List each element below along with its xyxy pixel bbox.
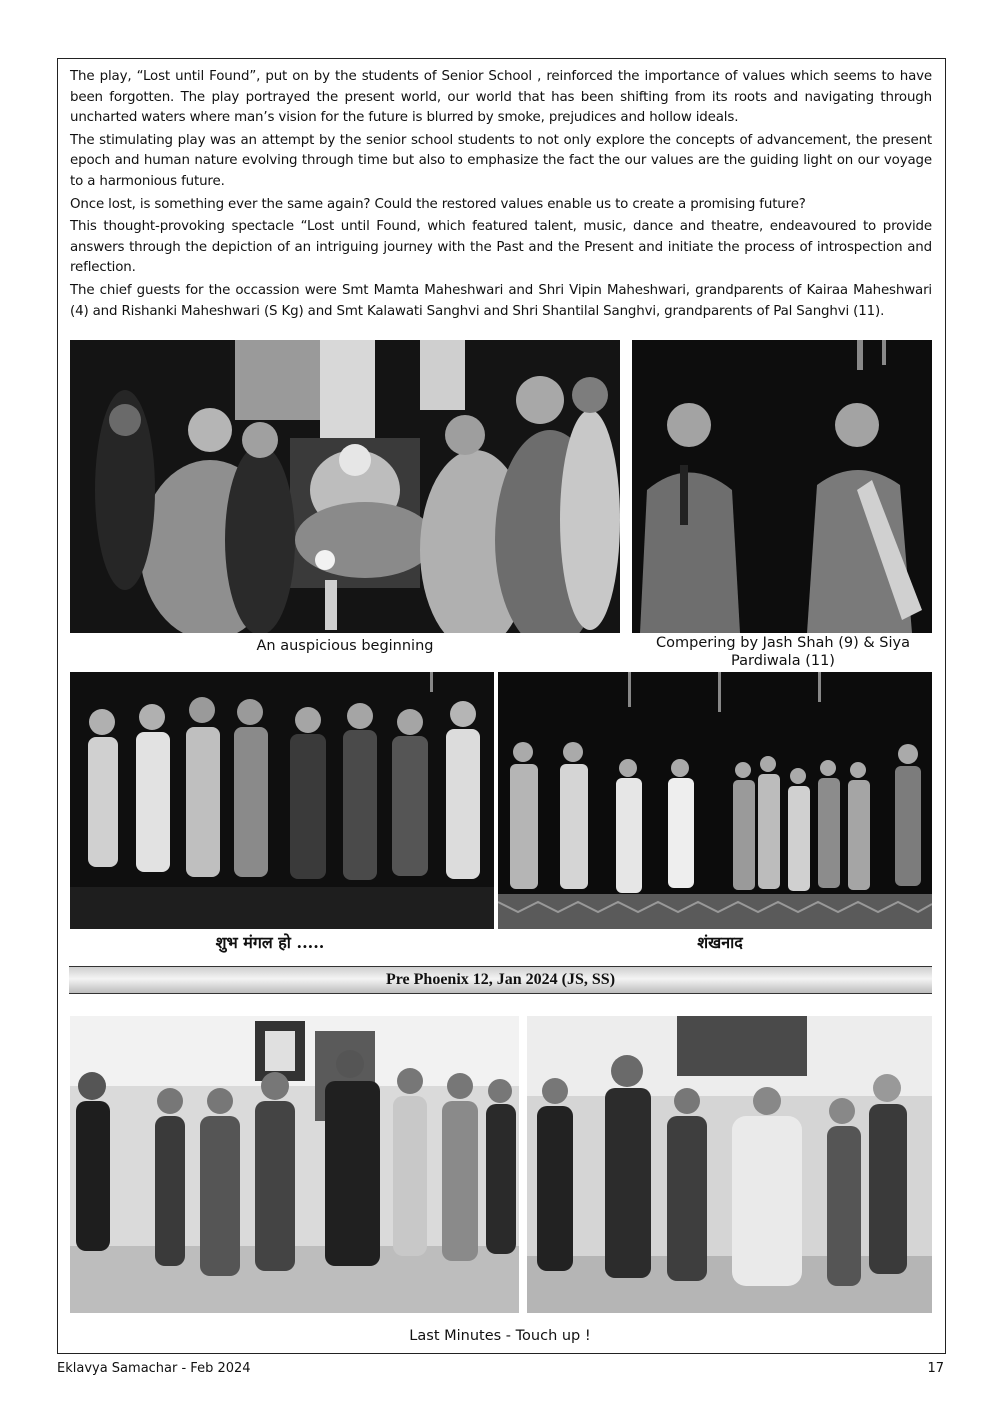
group-song-caption: शुभ मंगल हो ..... — [215, 933, 325, 952]
conch-caption: शंखनाद — [697, 933, 743, 952]
compering-caption: Compering by Jash Shah (9) & Siya Pardiwala (11) — [656, 635, 910, 669]
paragraph-3: Once lost, is something ever the same again? Could the restored values enable us to create a promising future? — [70, 196, 806, 212]
touch-up-photo-left — [70, 1016, 519, 1313]
touch-up-caption: Last Minutes - Touch up ! — [409, 1328, 591, 1344]
article-body — [70, 67, 932, 324]
footer-publication: Eklavya Samachar - Feb 2024 — [57, 1361, 251, 1376]
paragraph-2: The stimulating play was an attempt by the senior school students to not only explore the concepts of advancement, the present epoch and human nature evolving through time but also to emphasize the fact the our values are the guiding light on our voyage to a harmonious future. — [70, 132, 932, 189]
paragraph-1: The play, “Lost until Found”, put on by the students of Senior School , reinforced the importance of values which seems to have been forgotten. The play portrayed the present world, our world that has been shifting from its roots and navigating through uncharted waters where man’s vision for the future is blurred by smoke, prejudices and hollow ideals. — [70, 69, 932, 126]
paragraph-5: The chief guests for the occassion were Smt Mamta Maheshwari and Shri Vipin Maheshwari, grandparents of Kairaa Maheshwari (4) and Rishanki Maheshwari (S Kg) and Smt Kalawati Sanghvi and Shri Shantilal Sanghvi, grandparents of Pal Sanghvi (11). — [70, 282, 932, 319]
lamp-lighting-photo — [70, 340, 620, 633]
section-banner: Pre Phoenix 12, Jan 2024 (JS, SS) — [69, 966, 932, 994]
group-song-photo — [70, 672, 494, 929]
footer-page-number: 17 — [927, 1361, 944, 1376]
conch-photo — [498, 672, 932, 929]
paragraph-4: This thought-provoking spectacle “Lost until Found, which featured talent, music, dance and theatre, endeavoured to provide answers through the depiction of an intriguing journey with the Past and the Present and initiate the process of introspection and reflection. — [70, 219, 932, 276]
touch-up-photo-right — [527, 1016, 932, 1313]
lamp-lighting-caption: An auspicious beginning — [256, 638, 434, 654]
compering-photo — [632, 340, 932, 633]
